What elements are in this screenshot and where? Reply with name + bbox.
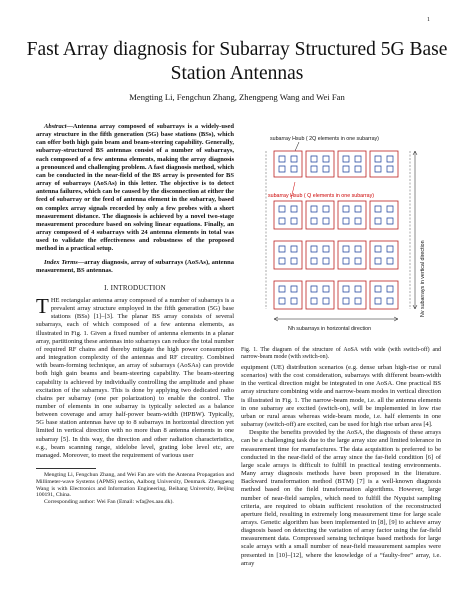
footnote-affiliations: Mengting Li, Fengchun Zhang, and Wei Fan are with the Antenna Propagation and Millimeter-wave Systems (APMS) section, Aalborg University, Denmark. Zhengpeng Wang is with Electronics and Information Engineering, Beihang University, Beijing 100191, China. xyxy=(36,472,234,499)
section-heading: I. INTRODUCTION xyxy=(104,283,166,292)
right-column xyxy=(241,364,441,568)
subarray-row-3 xyxy=(274,241,398,269)
figure-label-mid: subarray Hsub ( Q elements in one subarray) xyxy=(268,193,374,199)
intro-paragraph xyxy=(36,293,234,460)
figure-label-right: Nv subarrays in vertical direction xyxy=(420,240,426,317)
footnote-corresponding: Corresponding author: Wei Fan (Email: wfa@es.aau.dk). xyxy=(44,499,174,506)
horizontal-dimension-arrow xyxy=(274,317,398,321)
vertical-dimension-arrow xyxy=(413,151,417,309)
subarray-grid xyxy=(266,151,410,309)
paper-title: Fast Array diagnosis for Subarray Structured 5G Base Station Antennas xyxy=(26,39,448,84)
abstract xyxy=(36,123,234,254)
left-column xyxy=(36,123,234,506)
index-terms xyxy=(36,259,234,275)
right-paragraph-2: Despite the benefits provided by the AoSA, the diagnosis of these arrays can be a challenging task due to the large array size and limited tolerance in measurement time for manufactures. The data acquisition is preferred to be conducted in the near-field of the array since the far-field condition [6] of large scale arrays is difficult to fulfill in practical testing environments. Many array diagnosis methods have been proposed in the literature. Backward transformation method (BTM) [7] is a well-known diagnosis method based on the field transformation algorithms. However, large number of near-field samples, which need to fulfill the Nyquist sampling criteria, are required to obtain sufficient resolution of the reconstructed aperture field, resulting in extremely long measurement time for large scale arrays. Genetic algorithm has been implemented in [8], [9] to achieve array diagnosis based on detecting the variation of array factor using the far-field measurement data. Compressed sensing technique based methods for large scale arrays with a small number of near-field measurement samples were presented in [10]–[12], where the knowledge of a “faulty-free” array, i.e. array xyxy=(241,429,441,567)
figure-label-bottom: Nh subarrays in horizontal direction xyxy=(288,326,372,332)
abstract-text: —Antenna array composed of subarrays is a widely-used array structure in the fifth generation (5G) base stations (BSs), which can offer both high gain beam and beam-steering capability. Generally, subarray-structured BS antennas consist of a number of subarrays, each composed of a few antenna elements, making the array diagnosis a pronounced and challenging problem. A fast diagnosis method, which can be conducted in the near-field of the BS array is presented for BS array of subarrays (AoSAs) in this letter. The objective is to detect antenna failures, which can be caused by the disconnection at either the feed of subarray or the feed of antenna element in the subarray, based on complex array signals recorded by only a few probes with a short measurement distance. The diagnosis is achieved by a novel two-stage measurement procedure based on solving linear equations. Finally, an array composed of 4 subarrays with 24 antenna elements in total was used to validate the effectiveness and robustness of the proposed method in a practical setup. xyxy=(36,123,235,253)
subarray-row-4 xyxy=(274,281,398,309)
subarray-row-1 xyxy=(274,151,398,177)
footnote-rule xyxy=(36,468,96,469)
page-number: 1 xyxy=(427,17,430,23)
right-paragraph-1: equipment (UE) distribution scenarios (e.g. dense urban high-rise or rural scenarios) with the cost consideration, subarrays with different beam-width in the vertical direction might be integrated in one AoSA. One practical BS array structure combining wide and narrow-beam modes in vertical direction is illustrated in Fig. 1. The narrow-beam mode, i.e. all the antenna elements in one subarray are excited (switch-on), will be implemented in low rise urban or rural areas whereas wide-beam mode, i.e. half elements in one subarray (switch-off) are excited, can be used for high rise urban area [4]. xyxy=(241,364,441,429)
array-diagram xyxy=(262,127,432,339)
figure-label-top: subarray Hsub ( 2Q elements in one subarray) xyxy=(270,136,379,142)
author-list: Mengting Li, Fengchun Zhang, Zhengpeng Wang and Wei Fan xyxy=(129,92,345,102)
intro-text: HE rectangular antenna array composed of a number of subarrays is a prevalent array structure employed in the fifth generation (5G) base stations (BSs) [1]–[3]. The planar BS array consists of several subarrays, each of which composed of a few antenna elements, as illustrated in Fig. 1. Given a fixed number of antenna elements in a planar array, partitioning these antennas into subarrays can reduce the total number of required RF chains and thereby mitigate the high power consumption and integration complexity of the antennas and RF circuitry. Combined with beam-forming technique, an array of subarrays (AoSAs) can provide both high gain beams and beam-steering capability. The beam-steering capability is achieved by individually controlling the amplitude and phase excitation of the subarrays. This is done by applying two dedicated radio chains per subarray (one per polarization) to enable the control. The number of elements in one subarray is typically selected as a balance between coverage and array half-power beam-width (HPBW). Typically, 5G base station antennas have up to 8 subarrays in horizontal direction yet limited in vertical direction with no more than 8 antenna elements in one subarray [5]. In this way, the direction and other radiation characteristics, e.g., beam scanning range, sidelobe level, grating lobe level etc, are managed. Moreover, to meet the requirement of various user xyxy=(36,296,234,459)
abstract-label: Abstract xyxy=(44,123,67,130)
drop-cap: T xyxy=(36,293,49,318)
index-terms-text: —array diagnosis, array of subarrays (AoSAs), antenna measurement, BS antennas. xyxy=(36,258,234,274)
figure-caption: Fig. 1. The diagram of the structure of AoSA with wide (with switch-off) and narrow-beam mode (with switch-on). xyxy=(241,347,441,361)
index-terms-label: Index Terms xyxy=(44,258,78,266)
subarray-row-2 xyxy=(274,201,398,229)
